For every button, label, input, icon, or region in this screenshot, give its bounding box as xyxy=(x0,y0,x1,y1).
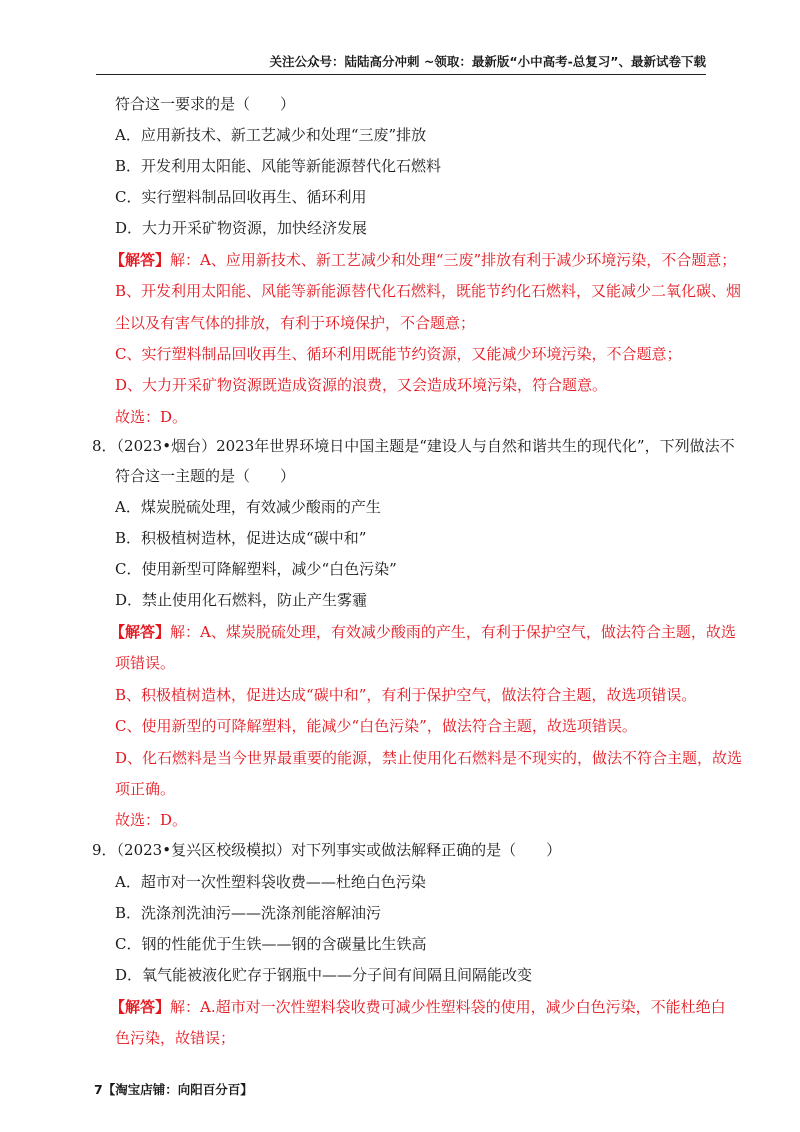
q8-answer-line-3: B、积极植树造林，促进达成“碳中和”，有利于保护空气，做法符合主题，故选项错误。 xyxy=(115,686,697,704)
q9-option-d: D．氧气能被液化贮存于钢瓶中——分子间有间隔且间隔能改变 xyxy=(115,966,533,984)
q9-option-b: B．洗涤剂洗油污——洗涤剂能溶解油污 xyxy=(115,904,382,922)
q8-stem-line-1: 8．（2023•烟台）2023年世界环境日中国主题是“建设人与自然和谐共生的现代化”，下列做法不 xyxy=(92,437,735,455)
q7-answer-line-2: B、开发利用太阳能、风能等新能源替代化石燃料，既能节约化石燃料，又能减少二氧化碳、烟 xyxy=(115,282,742,300)
page-header: 关注公众号：陆陆高分冲刺 ~领取：最新版“小中高考-总复习”、最新试卷下载 xyxy=(96,52,706,75)
answer-tag: 【解答】 xyxy=(110,623,171,641)
q8-answer-line-6: 项正确。 xyxy=(115,780,176,798)
q8-answer-conclusion: 故选：D。 xyxy=(115,811,188,829)
q7-option-b: B．开发利用太阳能、风能等新能源替代化石燃料 xyxy=(115,157,442,175)
q7-answer-line-5: D、大力开采矿物资源既造成资源的浪费，又会造成环境污染，符合题意。 xyxy=(115,376,608,394)
q7-answer-line-3: 尘以及有害气体的排放，有利于环境保护，不合题意； xyxy=(115,314,476,332)
q7-answer-conclusion: 故选：D。 xyxy=(115,408,188,426)
q9-answer-line-2: 色污染，故错误； xyxy=(115,1029,236,1047)
q8-answer-line-4: C、使用新型的可降解塑料，能减少“白色污染”，做法符合主题，故选项错误。 xyxy=(115,717,637,735)
q8-option-a: A．煤炭脱硫处理，有效减少酸雨的产生 xyxy=(115,498,381,516)
answer-text: 解：A、煤炭脱硫处理，有效减少酸雨的产生，有利于保护空气，做法符合主题，故选 xyxy=(170,623,736,641)
answer-tag: 【解答】 xyxy=(110,998,171,1016)
q8-answer-line-1 xyxy=(110,622,736,642)
q8-answer-line-2: 项错误。 xyxy=(115,654,176,672)
q7-stem-tail: 符合这一要求的是（ ） xyxy=(115,95,296,113)
q7-option-c: C．实行塑料制品回收再生、循环利用 xyxy=(115,188,367,206)
q8-option-b: B．积极植树造林，促进达成“碳中和” xyxy=(115,529,367,547)
answer-text: 解：A、应用新技术、新工艺减少和处理“三废”排放有利于减少环境污染，不合题意； xyxy=(170,251,737,269)
answer-text: 解：A.超市对一次性塑料袋收费可减少性塑料袋的使用，减少白色污染，不能杜绝白 xyxy=(170,998,726,1016)
q8-stem-line-2: 符合这一主题的是（ ） xyxy=(115,467,296,485)
q7-option-d: D．大力开采矿物资源，加快经济发展 xyxy=(115,219,368,237)
page-footer: 7【淘宝店铺：向阳百分百】 xyxy=(94,1082,253,1097)
q7-answer-line-4: C、实行塑料制品回收再生、循环利用既能节约资源，又能减少环境污染，不合题意； xyxy=(115,345,682,363)
q9-stem: 9．（2023•复兴区校级模拟）对下列事实或做法解释正确的是（ ） xyxy=(92,841,562,859)
q8-answer-line-5: D、化石燃料是当今世界最重要的能源，禁止使用化石燃料是不现实的，做法不符合主题，故选 xyxy=(115,749,743,767)
q9-option-c: C．钢的性能优于生铁——钢的含碳量比生铁高 xyxy=(115,935,427,953)
q8-option-d: D．禁止使用化石燃料，防止产生雾霾 xyxy=(115,591,368,609)
answer-tag: 【解答】 xyxy=(110,251,171,269)
q7-option-a: A．应用新技术、新工艺减少和处理“三废”排放 xyxy=(115,126,427,144)
q8-option-c: C．使用新型可降解塑料，减少“白色污染” xyxy=(115,560,397,578)
q7-answer-line-1 xyxy=(110,250,736,270)
q9-answer-line-1 xyxy=(110,997,726,1017)
q9-option-a: A．超市对一次性塑料袋收费——杜绝白色污染 xyxy=(115,873,426,891)
